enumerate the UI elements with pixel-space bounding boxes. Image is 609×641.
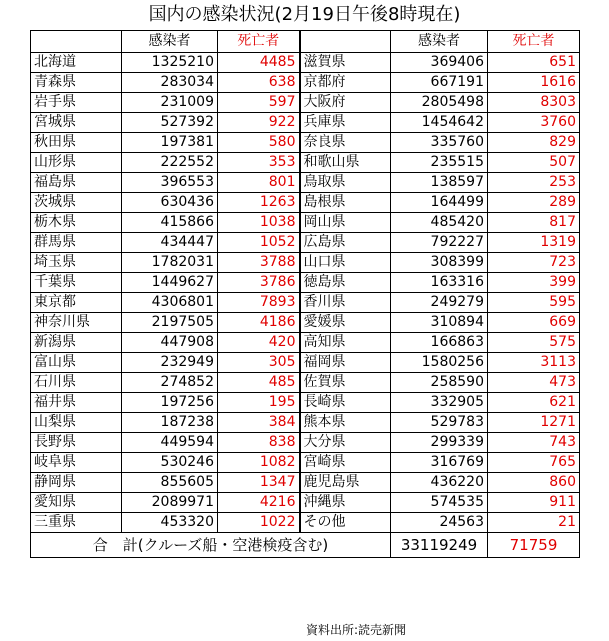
prefecture-name: 高知県 (300, 333, 391, 353)
prefecture-name: 富山県 (31, 353, 122, 373)
cases-value: 197256 (122, 393, 218, 413)
prefecture-name: 岡山県 (300, 213, 391, 233)
prefecture-name: 三重県 (31, 513, 122, 533)
deaths-value: 3760 (488, 113, 580, 133)
deaths-value: 922 (218, 113, 300, 133)
cases-value: 527392 (122, 113, 218, 133)
deaths-value: 1271 (488, 413, 580, 433)
table-row (31, 133, 580, 153)
table-row (31, 113, 580, 133)
deaths-value: 1347 (218, 473, 300, 493)
cases-value: 574535 (391, 493, 488, 513)
table-row (31, 173, 580, 193)
header-row (31, 31, 580, 53)
cases-value: 187238 (122, 413, 218, 433)
prefecture-name: 佐賀県 (300, 373, 391, 393)
cases-value: 453320 (122, 513, 218, 533)
cases-value: 369406 (391, 53, 488, 73)
table-row (31, 213, 580, 233)
prefecture-name: 香川県 (300, 293, 391, 313)
total-row (31, 533, 580, 558)
prefecture-name: 山梨県 (31, 413, 122, 433)
prefecture-name: その他 (300, 513, 391, 533)
deaths-value: 801 (218, 173, 300, 193)
prefecture-name: 京都府 (300, 73, 391, 93)
header-cases-left: 感染者 (122, 31, 218, 53)
deaths-value: 1616 (488, 73, 580, 93)
table-row (31, 233, 580, 253)
prefecture-name: 滋賀県 (300, 53, 391, 73)
prefecture-name: 大阪府 (300, 93, 391, 113)
header-blank-left (31, 31, 122, 53)
cases-value: 283034 (122, 73, 218, 93)
cases-value: 630436 (122, 193, 218, 213)
deaths-value: 1022 (218, 513, 300, 533)
cases-value: 335760 (391, 133, 488, 153)
prefecture-name: 福島県 (31, 173, 122, 193)
cases-value: 258590 (391, 373, 488, 393)
deaths-value: 21 (488, 513, 580, 533)
prefecture-name: 島根県 (300, 193, 391, 213)
table-row (31, 73, 580, 93)
table-row (31, 153, 580, 173)
deaths-value: 253 (488, 173, 580, 193)
prefecture-name: 福岡県 (300, 353, 391, 373)
cases-value: 308399 (391, 253, 488, 273)
table-row (31, 333, 580, 353)
cases-value: 231009 (122, 93, 218, 113)
prefecture-name: 和歌山県 (300, 153, 391, 173)
cases-value: 449594 (122, 433, 218, 453)
prefecture-name: 山口県 (300, 253, 391, 273)
prefecture-name: 埼玉県 (31, 253, 122, 273)
cases-value: 1782031 (122, 253, 218, 273)
deaths-value: 420 (218, 333, 300, 353)
cases-value: 299339 (391, 433, 488, 453)
prefecture-name: 広島県 (300, 233, 391, 253)
cases-value: 1454642 (391, 113, 488, 133)
cases-value: 197381 (122, 133, 218, 153)
table-row (31, 353, 580, 373)
cases-value: 792227 (391, 233, 488, 253)
table-row (31, 493, 580, 513)
deaths-value: 399 (488, 273, 580, 293)
deaths-value: 1052 (218, 233, 300, 253)
deaths-value: 4216 (218, 493, 300, 513)
cases-value: 436220 (391, 473, 488, 493)
cases-value: 447908 (122, 333, 218, 353)
deaths-value: 817 (488, 213, 580, 233)
header-blank-right (300, 31, 391, 53)
cases-value: 163316 (391, 273, 488, 293)
deaths-value: 723 (488, 253, 580, 273)
prefecture-name: 兵庫県 (300, 113, 391, 133)
deaths-value: 765 (488, 453, 580, 473)
deaths-value: 353 (218, 153, 300, 173)
prefecture-name: 東京都 (31, 293, 122, 313)
prefecture-name: 群馬県 (31, 233, 122, 253)
deaths-value: 1082 (218, 453, 300, 473)
deaths-value: 638 (218, 73, 300, 93)
cases-value: 1449627 (122, 273, 218, 293)
cases-value: 24563 (391, 513, 488, 533)
table-row (31, 433, 580, 453)
header-deaths-right: 死亡者 (488, 31, 580, 53)
deaths-value: 473 (488, 373, 580, 393)
deaths-value: 305 (218, 353, 300, 373)
header-deaths-left: 死亡者 (218, 31, 300, 53)
cases-value: 2805498 (391, 93, 488, 113)
prefecture-name: 奈良県 (300, 133, 391, 153)
prefecture-name: 福井県 (31, 393, 122, 413)
total-label: 合 計(クルーズ船・空港検疫含む) (31, 533, 391, 558)
table-row (31, 193, 580, 213)
cases-value: 316769 (391, 453, 488, 473)
prefecture-name: 岩手県 (31, 93, 122, 113)
prefecture-name: 秋田県 (31, 133, 122, 153)
deaths-value: 8303 (488, 93, 580, 113)
deaths-value: 575 (488, 333, 580, 353)
total-deaths: 71759 (488, 533, 580, 558)
deaths-value: 621 (488, 393, 580, 413)
prefecture-name: 熊本県 (300, 413, 391, 433)
page-title: 国内の感染状況(2月19日午後8時現在) (148, 4, 461, 25)
table-row (31, 273, 580, 293)
cases-value: 138597 (391, 173, 488, 193)
cases-value: 529783 (391, 413, 488, 433)
prefecture-name: 新潟県 (31, 333, 122, 353)
cases-value: 235515 (391, 153, 488, 173)
cases-value: 434447 (122, 233, 218, 253)
cases-value: 667191 (391, 73, 488, 93)
cases-value: 274852 (122, 373, 218, 393)
deaths-value: 595 (488, 293, 580, 313)
cases-value: 4306801 (122, 293, 218, 313)
prefecture-name: 山形県 (31, 153, 122, 173)
cases-value: 310894 (391, 313, 488, 333)
deaths-value: 911 (488, 493, 580, 513)
table-row (31, 413, 580, 433)
prefecture-name: 静岡県 (31, 473, 122, 493)
deaths-value: 651 (488, 53, 580, 73)
table-row (31, 313, 580, 333)
table-row (31, 513, 580, 533)
deaths-value: 669 (488, 313, 580, 333)
prefecture-name: 宮城県 (31, 113, 122, 133)
deaths-value: 384 (218, 413, 300, 433)
prefecture-name: 青森県 (31, 73, 122, 93)
deaths-value: 485 (218, 373, 300, 393)
deaths-value: 3788 (218, 253, 300, 273)
deaths-value: 3786 (218, 273, 300, 293)
deaths-value: 507 (488, 153, 580, 173)
prefecture-name: 鹿児島県 (300, 473, 391, 493)
prefecture-name: 茨城県 (31, 193, 122, 213)
prefecture-name: 愛知県 (31, 493, 122, 513)
cases-value: 222552 (122, 153, 218, 173)
table-row (31, 473, 580, 493)
header-cases-right: 感染者 (391, 31, 488, 53)
cases-value: 415866 (122, 213, 218, 233)
prefecture-name: 千葉県 (31, 273, 122, 293)
deaths-value: 3113 (488, 353, 580, 373)
prefecture-name: 大分県 (300, 433, 391, 453)
cases-value: 249279 (391, 293, 488, 313)
cases-value: 1325210 (122, 53, 218, 73)
infection-table (30, 30, 580, 558)
cases-value: 166863 (391, 333, 488, 353)
prefecture-name: 石川県 (31, 373, 122, 393)
cases-value: 1580256 (391, 353, 488, 373)
deaths-value: 195 (218, 393, 300, 413)
prefecture-name: 徳島県 (300, 273, 391, 293)
deaths-value: 860 (488, 473, 580, 493)
prefecture-name: 神奈川県 (31, 313, 122, 333)
deaths-value: 829 (488, 133, 580, 153)
table-row (31, 453, 580, 473)
prefecture-name: 長崎県 (300, 393, 391, 413)
cases-value: 396553 (122, 173, 218, 193)
cases-value: 2089971 (122, 493, 218, 513)
prefecture-name: 鳥取県 (300, 173, 391, 193)
table-row (31, 293, 580, 313)
deaths-value: 580 (218, 133, 300, 153)
deaths-value: 7893 (218, 293, 300, 313)
prefecture-name: 愛媛県 (300, 313, 391, 333)
cases-value: 530246 (122, 453, 218, 473)
deaths-value: 1319 (488, 233, 580, 253)
prefecture-name: 沖縄県 (300, 493, 391, 513)
table-row (31, 253, 580, 273)
cases-value: 164499 (391, 193, 488, 213)
prefecture-name: 北海道 (31, 53, 122, 73)
table-row (31, 53, 580, 73)
deaths-value: 597 (218, 93, 300, 113)
cases-value: 855605 (122, 473, 218, 493)
cases-value: 332905 (391, 393, 488, 413)
prefecture-name: 栃木県 (31, 213, 122, 233)
deaths-value: 1038 (218, 213, 300, 233)
cases-value: 2197505 (122, 313, 218, 333)
deaths-value: 4186 (218, 313, 300, 333)
prefecture-name: 宮崎県 (300, 453, 391, 473)
deaths-value: 289 (488, 193, 580, 213)
deaths-value: 4485 (218, 53, 300, 73)
cases-value: 485420 (391, 213, 488, 233)
total-cases: 33119249 (391, 533, 488, 558)
source-note: 資料出所:読売新聞 (306, 623, 407, 637)
deaths-value: 743 (488, 433, 580, 453)
deaths-value: 838 (218, 433, 300, 453)
prefecture-name: 岐阜県 (31, 453, 122, 473)
table-row (31, 393, 580, 413)
cases-value: 232949 (122, 353, 218, 373)
deaths-value: 1263 (218, 193, 300, 213)
table-row (31, 93, 580, 113)
prefecture-name: 長野県 (31, 433, 122, 453)
table-row (31, 373, 580, 393)
